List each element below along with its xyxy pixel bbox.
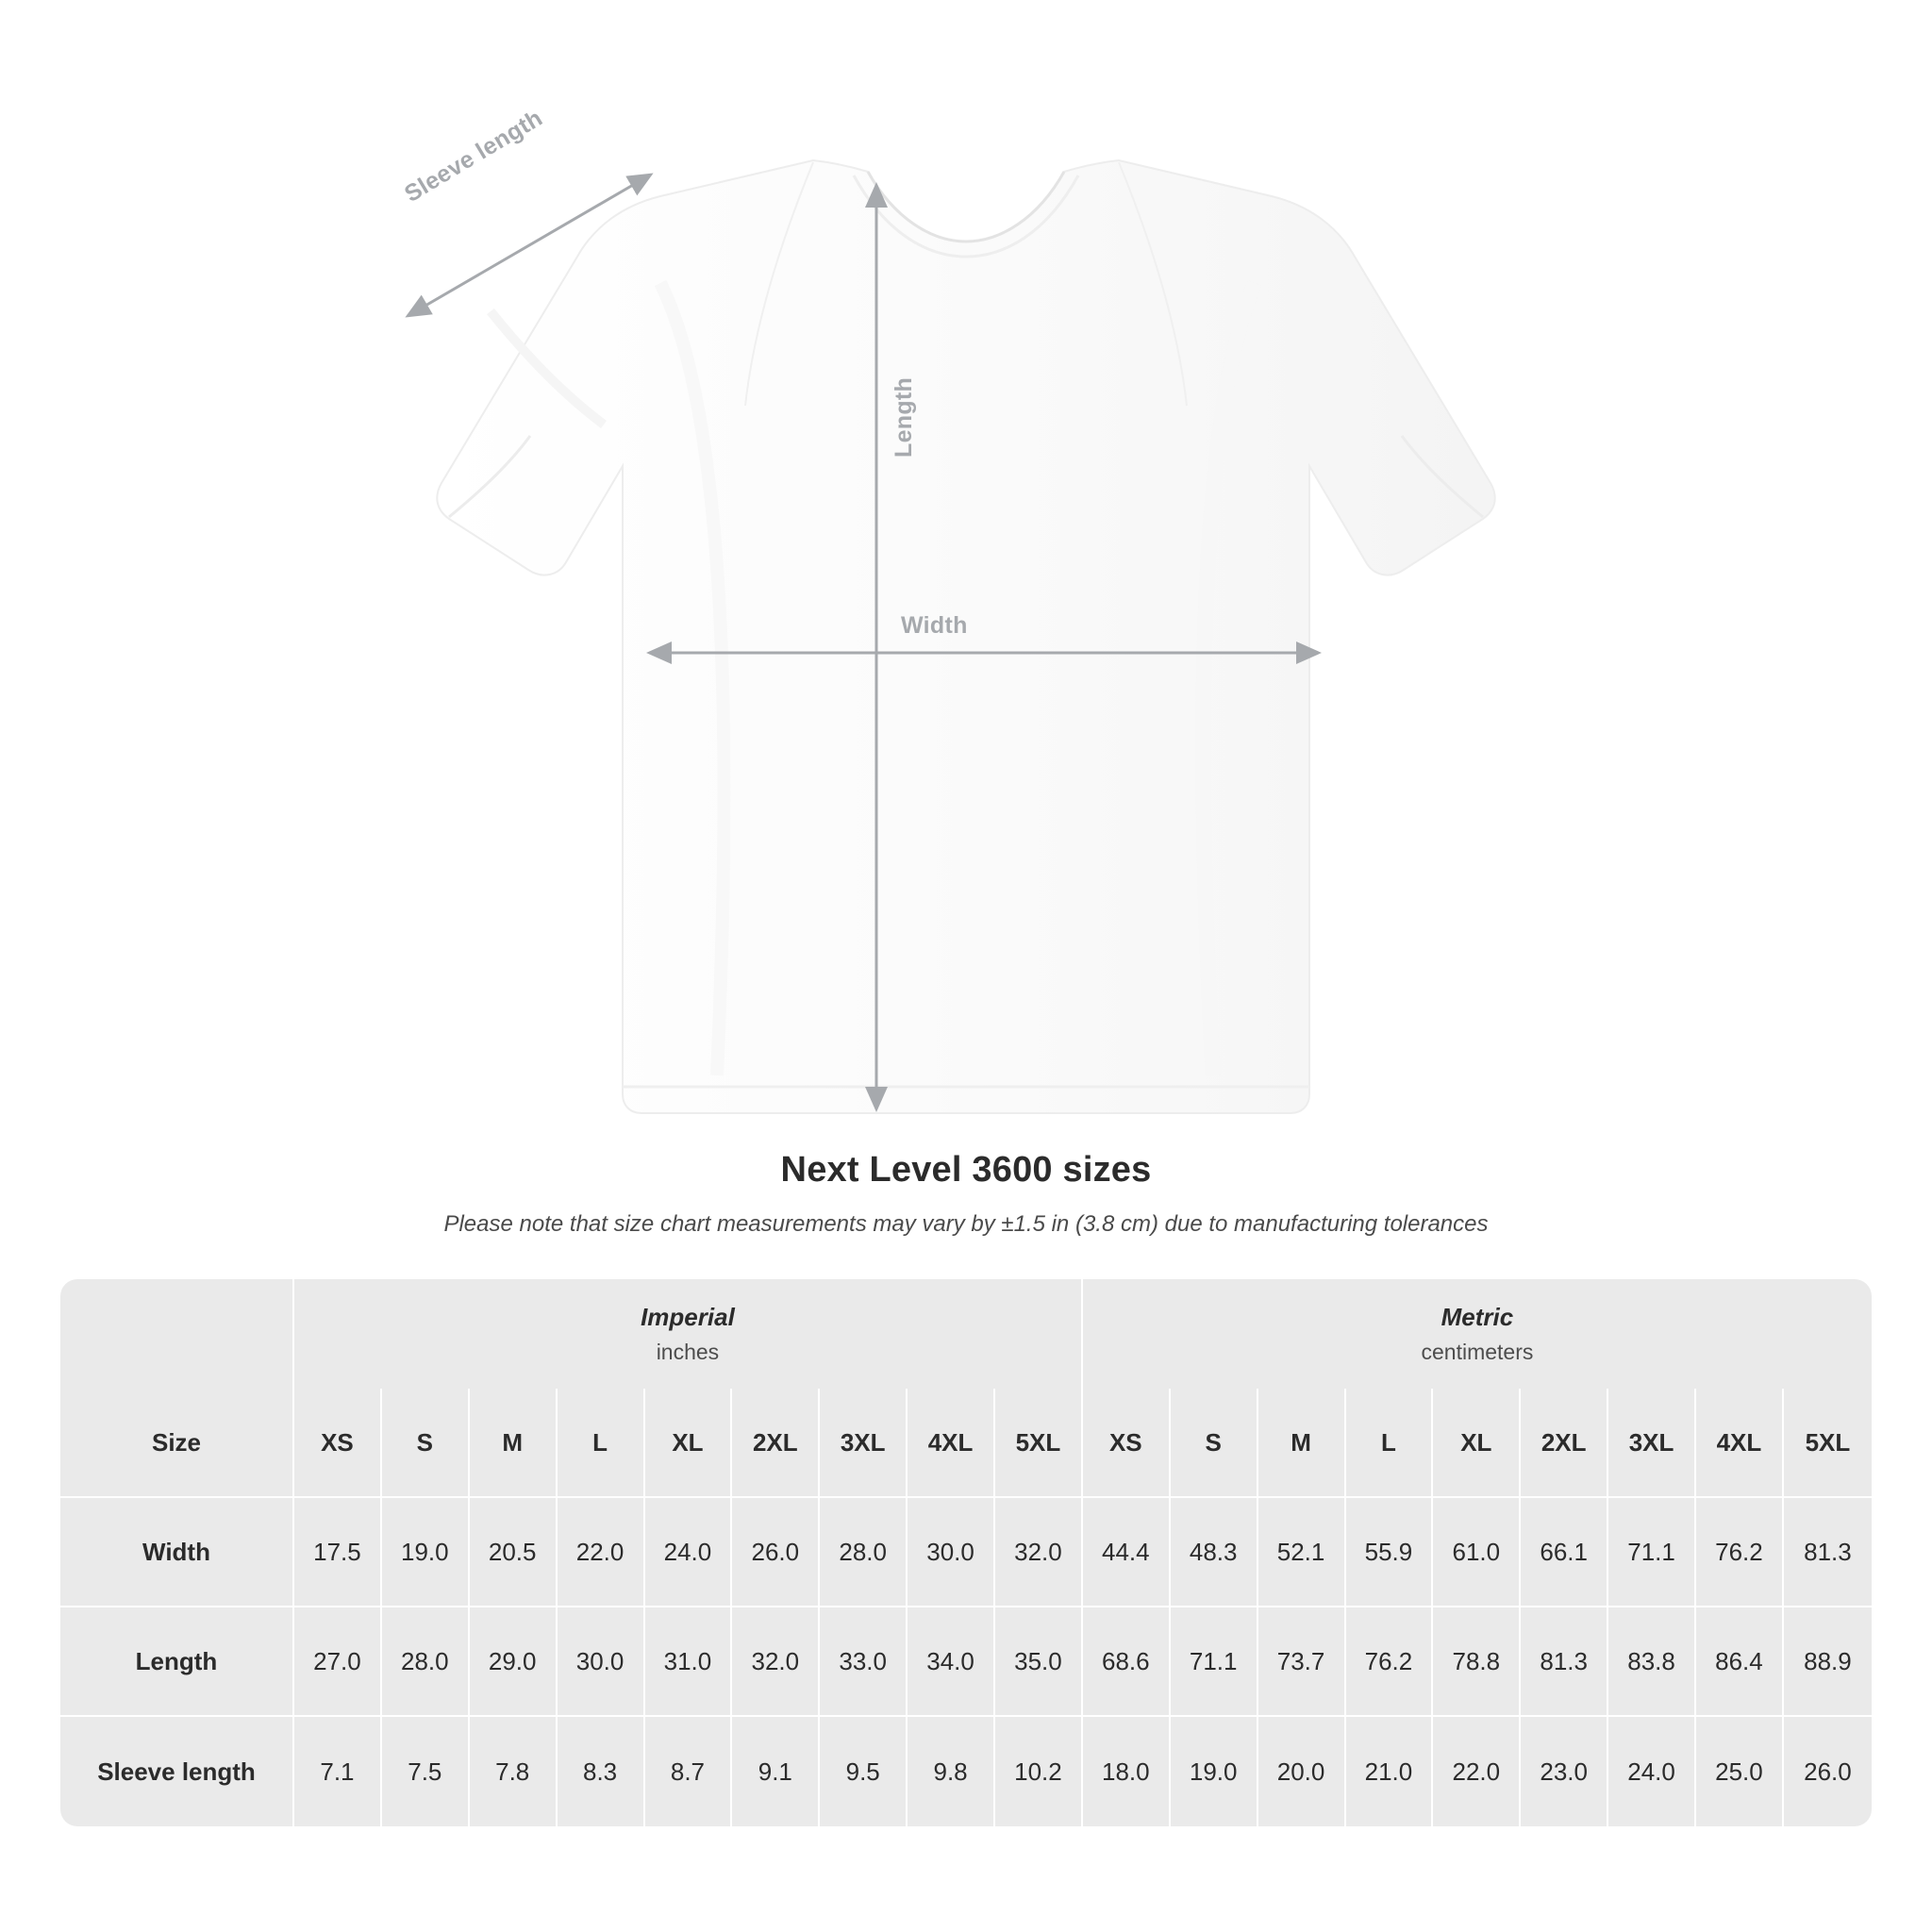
size-header-cell: S bbox=[1171, 1389, 1258, 1498]
cell-length: 32.0 bbox=[732, 1607, 820, 1717]
cell-sleeve-length: 26.0 bbox=[1784, 1717, 1872, 1826]
cell-length: 81.3 bbox=[1521, 1607, 1608, 1717]
cell-sleeve-length: 20.0 bbox=[1258, 1717, 1346, 1826]
size-header-cell: XS bbox=[1083, 1389, 1171, 1498]
sleeve-length-label: Sleeve length bbox=[400, 104, 547, 208]
cell-length: 73.7 bbox=[1258, 1607, 1346, 1717]
cell-sleeve-length: 18.0 bbox=[1083, 1717, 1171, 1826]
row-label-width: Width bbox=[60, 1498, 294, 1607]
size-header-cell: 3XL bbox=[1608, 1389, 1696, 1498]
cell-length: 30.0 bbox=[558, 1607, 645, 1717]
unit-group-imperial bbox=[294, 1279, 1083, 1389]
size-header-cell: 3XL bbox=[820, 1389, 908, 1498]
cell-width: 52.1 bbox=[1258, 1498, 1346, 1607]
size-header-cell: 2XL bbox=[732, 1389, 820, 1498]
cell-width: 66.1 bbox=[1521, 1498, 1608, 1607]
cell-sleeve-length: 7.8 bbox=[470, 1717, 558, 1826]
cell-width: 48.3 bbox=[1171, 1498, 1258, 1607]
cell-width: 30.0 bbox=[908, 1498, 995, 1607]
title-block bbox=[0, 1150, 1932, 1238]
length-label: Length bbox=[891, 376, 917, 458]
cell-sleeve-length: 22.0 bbox=[1433, 1717, 1521, 1826]
cell-sleeve-length: 7.5 bbox=[382, 1717, 470, 1826]
table-row bbox=[60, 1498, 1872, 1607]
cell-length: 68.6 bbox=[1083, 1607, 1171, 1717]
size-header-cell: XL bbox=[1433, 1389, 1521, 1498]
size-header-cell: M bbox=[470, 1389, 558, 1498]
cell-sleeve-length: 9.1 bbox=[732, 1717, 820, 1826]
unit-group-metric-sub: centimeters bbox=[1421, 1340, 1534, 1364]
unit-group-imperial-sub: inches bbox=[656, 1340, 720, 1364]
size-table-wrapper bbox=[60, 1279, 1872, 1826]
cell-length: 86.4 bbox=[1696, 1607, 1784, 1717]
size-header-cell: 5XL bbox=[1784, 1389, 1872, 1498]
cell-sleeve-length: 8.7 bbox=[645, 1717, 733, 1826]
cell-sleeve-length: 19.0 bbox=[1171, 1717, 1258, 1826]
tolerance-note: Please note that size chart measurements may vary by ±1.5 in (3.8 cm) due to manufacturing tolerances bbox=[443, 1211, 1489, 1237]
size-header-cell: 4XL bbox=[908, 1389, 995, 1498]
cell-width: 17.5 bbox=[294, 1498, 382, 1607]
cell-width: 24.0 bbox=[645, 1498, 733, 1607]
cell-width: 61.0 bbox=[1433, 1498, 1521, 1607]
cell-sleeve-length: 25.0 bbox=[1696, 1717, 1784, 1826]
cell-length: 88.9 bbox=[1784, 1607, 1872, 1717]
unit-group-metric-name: Metric bbox=[1441, 1303, 1514, 1331]
cell-sleeve-length: 9.5 bbox=[820, 1717, 908, 1826]
size-header-cell: M bbox=[1258, 1389, 1346, 1498]
cell-length: 27.0 bbox=[294, 1607, 382, 1717]
cell-width: 19.0 bbox=[382, 1498, 470, 1607]
unit-group-imperial-name: Imperial bbox=[641, 1303, 735, 1331]
size-header-cell: XL bbox=[645, 1389, 733, 1498]
cell-length: 83.8 bbox=[1608, 1607, 1696, 1717]
row-label-length: Length bbox=[60, 1607, 294, 1717]
cell-length: 34.0 bbox=[908, 1607, 995, 1717]
size-header-cell: XS bbox=[294, 1389, 382, 1498]
cell-width: 20.5 bbox=[470, 1498, 558, 1607]
size-header-cell: 5XL bbox=[995, 1389, 1083, 1498]
table-row bbox=[60, 1607, 1872, 1717]
cell-width: 81.3 bbox=[1784, 1498, 1872, 1607]
table-row bbox=[60, 1717, 1872, 1826]
size-header-cell: L bbox=[1346, 1389, 1434, 1498]
unit-header-row bbox=[60, 1279, 1872, 1389]
cell-width: 28.0 bbox=[820, 1498, 908, 1607]
size-header-cell: 2XL bbox=[1521, 1389, 1608, 1498]
cell-width: 76.2 bbox=[1696, 1498, 1784, 1607]
cell-width: 71.1 bbox=[1608, 1498, 1696, 1607]
cell-length: 35.0 bbox=[995, 1607, 1083, 1717]
cell-sleeve-length: 10.2 bbox=[995, 1717, 1083, 1826]
size-header-row bbox=[60, 1389, 1872, 1498]
table-corner-cell bbox=[60, 1279, 294, 1389]
cell-width: 44.4 bbox=[1083, 1498, 1171, 1607]
size-header-cell: S bbox=[382, 1389, 470, 1498]
size-row-label: Size bbox=[60, 1389, 294, 1498]
size-header-cell: 4XL bbox=[1696, 1389, 1784, 1498]
cell-length: 31.0 bbox=[645, 1607, 733, 1717]
size-header-cell: L bbox=[558, 1389, 645, 1498]
cell-length: 78.8 bbox=[1433, 1607, 1521, 1717]
cell-sleeve-length: 23.0 bbox=[1521, 1717, 1608, 1826]
cell-sleeve-length: 24.0 bbox=[1608, 1717, 1696, 1826]
cell-length: 28.0 bbox=[382, 1607, 470, 1717]
cell-length: 76.2 bbox=[1346, 1607, 1434, 1717]
cell-sleeve-length: 7.1 bbox=[294, 1717, 382, 1826]
cell-length: 29.0 bbox=[470, 1607, 558, 1717]
cell-length: 33.0 bbox=[820, 1607, 908, 1717]
page-title: Next Level 3600 sizes bbox=[780, 1150, 1152, 1190]
cell-width: 22.0 bbox=[558, 1498, 645, 1607]
cell-width: 55.9 bbox=[1346, 1498, 1434, 1607]
width-label: Width bbox=[901, 612, 968, 639]
unit-group-metric bbox=[1083, 1279, 1872, 1389]
cell-length: 71.1 bbox=[1171, 1607, 1258, 1717]
cell-width: 32.0 bbox=[995, 1498, 1083, 1607]
cell-sleeve-length: 21.0 bbox=[1346, 1717, 1434, 1826]
size-table bbox=[60, 1279, 1872, 1826]
row-label-sleeve-length: Sleeve length bbox=[60, 1717, 294, 1826]
cell-sleeve-length: 9.8 bbox=[908, 1717, 995, 1826]
cell-width: 26.0 bbox=[732, 1498, 820, 1607]
cell-sleeve-length: 8.3 bbox=[558, 1717, 645, 1826]
